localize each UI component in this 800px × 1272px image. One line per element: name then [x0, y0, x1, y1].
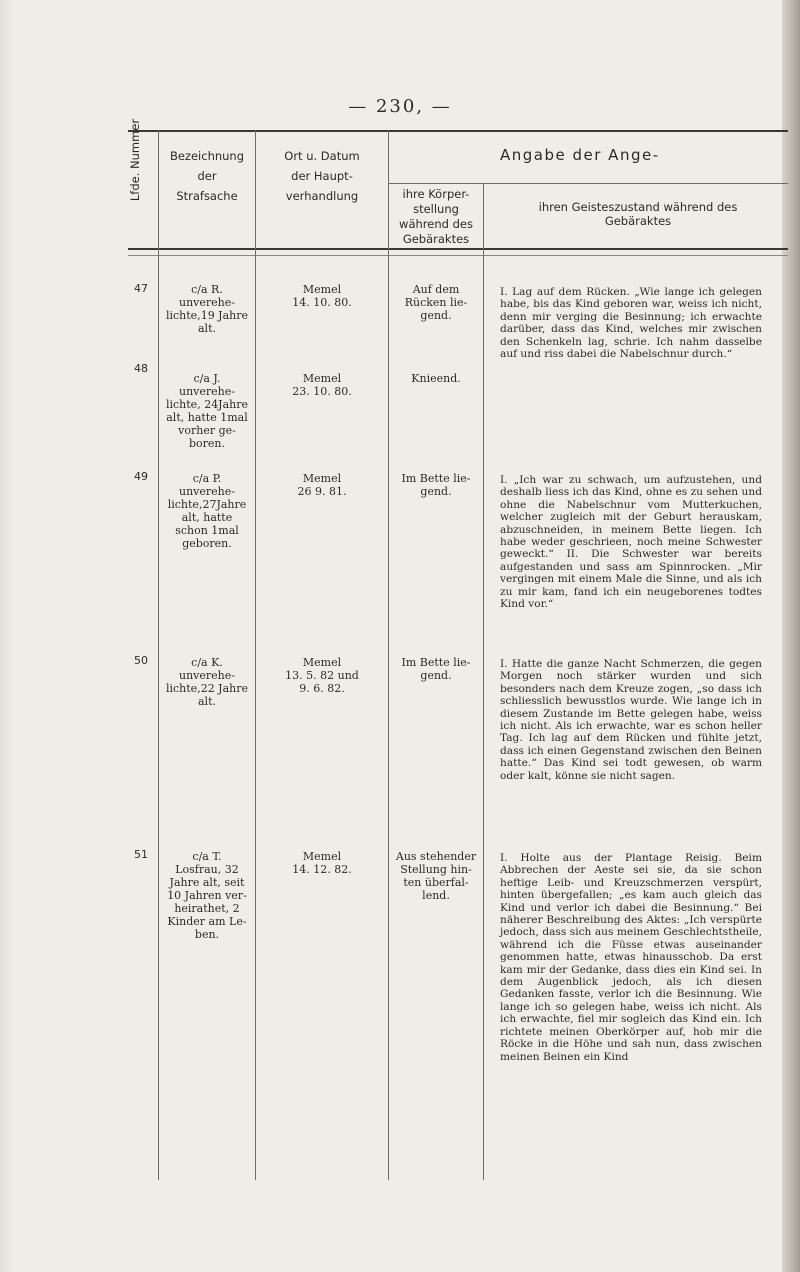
header-position-line-4: Gebäraktes	[402, 232, 470, 246]
row-51-place-line-2: 14. 12. 82.	[292, 863, 352, 876]
row-49-case-line-1: c/a P.	[192, 472, 222, 485]
row-49-case-line-5: schon 1mal	[175, 524, 239, 537]
row-48-case-line-4: alt, hatte 1mal	[166, 411, 248, 424]
page-shadow-left	[0, 0, 14, 1272]
row-48-position-line-1: Knieend.	[411, 372, 461, 385]
row-51-position-line-4: lend.	[422, 889, 450, 902]
header-thin-rule	[128, 255, 788, 256]
header-place	[257, 146, 387, 206]
row-51-case-line-4: 10 Jahren ver-	[167, 889, 247, 902]
row-50-case-line-2: unverehe-	[179, 669, 235, 682]
row-49-position	[390, 472, 482, 498]
col-divider-4	[483, 183, 484, 1180]
row-47-position	[390, 283, 482, 322]
row-51-position	[390, 850, 482, 902]
row-47-position-line-2: Rücken lie-	[404, 296, 468, 309]
col-divider-2	[255, 130, 256, 1180]
row-47-case-line-3: lichte,19 Jahre	[165, 309, 249, 322]
row-50-position-line-1: Im Bette lie-	[401, 656, 471, 669]
row-50-place	[257, 656, 387, 695]
row-50-place-line-1: Memel	[302, 656, 342, 669]
row-50-case-line-3: lichte,22 Jahre	[165, 682, 249, 695]
row-48-number: 48	[134, 362, 148, 375]
row-51-case-line-1: c/a T.	[192, 850, 222, 863]
row-51-case-line-7: ben.	[194, 928, 220, 941]
header-mental	[488, 200, 788, 228]
row-47-position-line-3: gend.	[420, 309, 452, 322]
row-47-place-line-1: Memel	[302, 283, 342, 296]
row-47-number: 47	[134, 282, 148, 295]
row-48-case-line-2: unverehe-	[179, 385, 235, 398]
row-49-number: 49	[134, 470, 148, 483]
row-49-place-line-2: 26 9. 81.	[297, 485, 347, 498]
header-case-line-3: Strafsache	[176, 189, 238, 203]
row-49-position-line-2: gend.	[420, 485, 452, 498]
row-51-case-line-6: Kinder am Le-	[167, 915, 247, 928]
row-48-case-line-5: vorher ge-	[178, 424, 236, 437]
header-place-line-3: verhandlung	[285, 189, 359, 203]
row-50-number: 50	[134, 654, 148, 667]
row-50-case-line-4: alt.	[198, 695, 216, 708]
header-mental-line-1: ihren Geisteszustand während des	[538, 200, 738, 214]
col-divider-1	[158, 130, 159, 1180]
page-number: — 230, —	[348, 96, 452, 117]
row-51-case	[160, 850, 254, 941]
header-position	[390, 187, 482, 247]
row-50-case	[160, 656, 254, 708]
row-47-mental: I. Lag auf dem Rücken. „Wie lange ich gelegen habe, bis das Kind geboren war, weiss ich nicht, denn mir verging die Besinnung; ich erwachte darüber, dass das Kind, welches mir zwischen den Schenkeln lag, schrie. Ich nahm dasselbe auf und riss dabei die Nabelschnur durch.“	[500, 286, 762, 361]
row-50-position-line-2: gend.	[420, 669, 452, 682]
row-51-place-line-1: Memel	[302, 850, 342, 863]
header-bottom-rule	[128, 248, 788, 250]
row-51-position-line-1: Aus stehender	[395, 850, 477, 863]
row-50-mental: I. Hatte die ganze Nacht Schmerzen, die gegen Morgen noch stärker wurden und sich besonders nach dem Kreuze zogen, „so dass ich schliesslich bewusstlos wurde. Wie lange ich in diesem Zustande im Bette gelegen habe, weiss ich nicht. Als ich erwachte, war es schon heller Tag. Ich lag auf dem Rücken und fühlte jetzt, dass ich einen Gegenstand zwischen den Beinen hatte.“ Das Kind sei todt gewesen, ob warm oder kalt, könne sie nicht sagen.	[500, 658, 762, 782]
row-49-case	[160, 472, 254, 550]
row-51-number: 51	[134, 848, 148, 861]
table-top-rule	[128, 130, 788, 132]
row-50-place-line-3: 9. 6. 82.	[299, 682, 345, 695]
header-place-line-1: Ort u. Datum	[284, 149, 360, 163]
page-edge-right	[782, 0, 800, 1272]
row-47-case-line-4: alt.	[198, 322, 216, 335]
row-47-case	[160, 283, 254, 335]
row-50-place-line-2: 13. 5. 82 und	[285, 669, 359, 682]
row-51-mental: I. Holte aus der Plantage Reisig. Beim Abbrechen der Aeste sei sie, da sie schon heftige Leib- und Kreuzschmerzen verspürt, hinten übergefallen; „es kam auch gleich das Kind und verlor ich dabei die Besinnung.“ Bei näherer Beschreibung des Aktes: „Ich verspürte jedoch, dass sich aus meinem Geschlechtstheile, während ich die Füsse etwas auseinander genommen hatte, etwas hinausschob. Da erst kam mir der Gedanke, dass dies ein Kind sei. In dem Augenblick jedoch, als ich diesen Gedanken fasste, verlor ich die Besinnung. Wie lange ich so gelegen habe, weiss ich nicht. Als ich erwachte, fiel mir sogleich das Kind ein. Ich richtete meinen Oberkörper auf, hob mir die Röcke in die Höhe und sah nun, dass zwischen meinen Beinen ein Kind	[500, 852, 762, 1063]
row-49-case-line-6: geboren.	[182, 537, 232, 550]
subheader-rule	[388, 183, 788, 184]
row-49-place	[257, 472, 387, 498]
row-48-case-line-6: boren.	[188, 437, 225, 450]
header-index: Lfde. Nummer	[128, 118, 142, 202]
header-case-line-1: Bezeichnung	[169, 149, 245, 163]
header-mental-line-2: Gebäraktes	[604, 214, 672, 228]
row-51-case-line-2: Losfrau, 32	[175, 863, 239, 876]
header-statement: Angabe der Ange-	[500, 146, 660, 164]
row-49-case-line-2: unverehe-	[179, 485, 235, 498]
row-51-position-line-3: ten überfal-	[403, 876, 469, 889]
row-51-place	[257, 850, 387, 876]
row-49-position-line-1: Im Bette lie-	[401, 472, 471, 485]
row-47-position-line-1: Auf dem	[412, 283, 460, 296]
row-48-place	[257, 372, 387, 398]
row-49-case-line-4: alt, hatte	[181, 511, 233, 524]
header-case-line-2: der	[197, 169, 217, 183]
col-divider-3	[388, 130, 389, 1180]
row-48-place-line-1: Memel	[302, 372, 342, 385]
header-position-line-3: während des	[399, 217, 473, 231]
row-47-place-line-2: 14. 10. 80.	[292, 296, 352, 309]
row-51-case-line-3: Jahre alt, seit	[169, 876, 245, 889]
row-51-position-line-2: Stellung hin-	[400, 863, 472, 876]
row-49-mental: I. „Ich war zu schwach, um aufzustehen, und deshalb liess ich das Kind, ohne es zu sehen und ohne die Nabelschnur vom Mutterkuchen, welcher zugleich mit der Geburt herauskam, abzuschneiden, in meinem Bette liegen. Ich habe weder geschrieen, noch meine Schwester geweckt.“ II. Die Schwester war bereits aufgestanden und sass am Spinnrocken. „Mir vergingen mit einem Male die Sinne, und als ich zu mir kam, fand ich ein neugeborenes todtes Kind vor.“	[500, 474, 762, 611]
row-49-place-line-1: Memel	[302, 472, 342, 485]
row-47-case-line-2: unverehe-	[179, 296, 235, 309]
header-position-line-2: stellung	[413, 202, 459, 216]
header-case	[160, 146, 254, 206]
row-48-place-line-2: 23. 10. 80.	[292, 385, 352, 398]
header-position-line-1: ihre Körper-	[402, 187, 470, 201]
row-48-case	[160, 372, 254, 450]
row-50-position	[390, 656, 482, 682]
row-47-place	[257, 283, 387, 309]
row-50-case-line-1: c/a K.	[191, 656, 223, 669]
row-48-case-line-1: c/a J.	[193, 372, 221, 385]
row-49-case-line-3: lichte,27Jahre	[167, 498, 247, 511]
row-48-position	[390, 372, 482, 385]
row-47-case-line-1: c/a R.	[191, 283, 223, 296]
row-51-case-line-5: heirathet, 2	[174, 902, 240, 915]
header-place-line-2: der Haupt-	[291, 169, 353, 183]
row-48-case-line-3: lichte, 24Jahre	[165, 398, 249, 411]
